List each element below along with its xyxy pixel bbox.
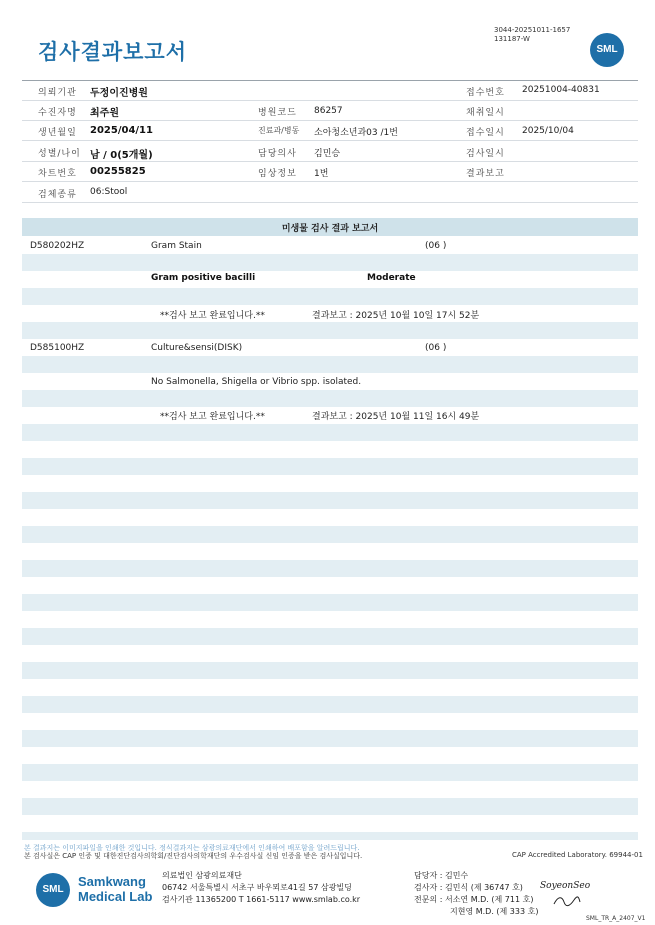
info-divider	[22, 202, 638, 203]
test1-code: D580202HZ	[30, 241, 85, 251]
brand-line2: Medical Lab	[78, 889, 153, 904]
org-address: 06742 서울특별시 서초구 바우뫼로41길 57 삼광빌딩	[162, 883, 352, 892]
hospital-value: 두정이진병원	[90, 88, 148, 99]
results-section-title: 미생물 검사 결과 보고서	[281, 224, 379, 234]
doctor-value: 김민승	[314, 149, 341, 159]
patient-name-label: 수진자명	[38, 108, 77, 118]
row-band	[22, 764, 638, 781]
sex-age-label: 성별/나이	[38, 149, 81, 159]
chart-no-value: 00255825	[90, 166, 146, 177]
brand-line1: Samkwang	[78, 874, 146, 889]
org-contact: 검사기관 11365200 T 1661-5117 www.smlab.co.kr	[162, 895, 361, 904]
report-label: 결과보고	[466, 169, 505, 179]
receipt-no-value: 20251004-40831	[522, 85, 600, 95]
row-band	[22, 798, 638, 815]
document-id-line2: 131187-W	[494, 35, 530, 43]
info-divider	[22, 120, 638, 121]
receipt-date-value: 2025/10/04	[522, 126, 574, 136]
test1-complete-note: **검사 보고 완료입니다.**	[160, 311, 265, 321]
test2-code: D585100HZ	[30, 343, 85, 353]
clinical-info-label: 임상정보	[258, 169, 297, 179]
staff-manager: 담당자 : 김민수	[414, 871, 469, 880]
signature: SoyeonSeo	[540, 881, 591, 891]
row-band	[22, 356, 638, 373]
hospital-code-value: 86257	[314, 106, 343, 116]
staff-specialist2: 지현영 M.D. (제 333 호)	[450, 907, 539, 916]
chart-no-label: 차트번호	[38, 169, 77, 179]
org-name: 의료법인 삼광의료재단	[162, 871, 242, 880]
test-date-label: 검사일시	[466, 149, 505, 159]
dept-value: 소아청소년과03 /1번	[314, 128, 398, 138]
specimen-label: 검체종류	[38, 190, 77, 200]
row-band	[22, 696, 638, 713]
test2-finding: No Salmonella, Shigella or Vibrio spp. isolated.	[151, 377, 362, 387]
sex-age-value: 남 / 0(5개월)	[90, 150, 153, 161]
test1-specimen: (06 )	[425, 241, 447, 251]
row-band	[22, 390, 638, 407]
page-title: 검사결과보고서	[38, 40, 188, 64]
info-divider	[22, 181, 638, 182]
clinical-info-value: 1번	[314, 169, 329, 179]
row-band	[22, 526, 638, 543]
row-band	[22, 254, 638, 271]
row-band	[22, 730, 638, 747]
row-band	[22, 492, 638, 509]
brand-name	[78, 874, 152, 904]
test2-name: Culture&sensi(DISK)	[151, 343, 243, 353]
row-band	[22, 288, 638, 305]
staff-tester: 검사자 : 김민식 (제 36747 호)	[414, 883, 523, 892]
test2-report-time: 결과보고 : 2025년 10월 11일 16시 49분	[312, 412, 480, 422]
row-band	[22, 662, 638, 679]
samkwang-logo: SML	[36, 873, 70, 907]
patient-name-value: 최주원	[90, 108, 119, 119]
birth-label: 생년월일	[38, 128, 77, 138]
receipt-date-label: 접수일시	[466, 128, 505, 138]
test1-grade: Moderate	[367, 273, 416, 283]
test1-finding: Gram positive bacilli	[151, 273, 256, 283]
cap-accreditation: CAP Accredited Laboratory. 69944-01	[512, 851, 643, 859]
row-band	[22, 560, 638, 577]
staff-specialist1: 전문의 : 서소연 M.D. (제 711 호)	[414, 895, 534, 904]
row-band	[22, 424, 638, 441]
row-band	[22, 832, 638, 840]
row-band	[22, 594, 638, 611]
row-band	[22, 322, 638, 339]
doctor-label: 담당의사	[258, 149, 297, 159]
document-id-line1: 3044-20251011-1657	[494, 26, 571, 34]
certification-notice: 본 검사실은 CAP 인증 및 대한진단검사의학회/진단검사의학재단의 우수검사실 신임 인증을 받은 검사실입니다.	[24, 852, 363, 860]
info-divider	[22, 100, 638, 101]
row-band	[22, 458, 638, 475]
document-id	[494, 26, 570, 44]
hospital-label: 의뢰기관	[38, 88, 77, 98]
print-notice: 본 결과지는 이미지파일을 인쇄한 것입니다. 정식결과지는 삼광의료재단에서 인쇄하여 배포함을 알려드립니다.	[24, 844, 360, 852]
collect-date-label: 채취일시	[466, 108, 505, 118]
test2-specimen: (06 )	[425, 343, 447, 353]
specimen-value: 06:Stool	[90, 187, 128, 197]
row-band	[22, 628, 638, 645]
receipt-no-label: 접수번호	[466, 88, 505, 98]
form-code: SML_TR_A_2407_V1	[586, 915, 646, 922]
info-top-divider	[22, 80, 638, 81]
org-info	[162, 870, 360, 906]
info-divider	[22, 140, 638, 141]
info-divider	[22, 161, 638, 162]
test1-name: Gram Stain	[151, 241, 202, 251]
hospital-code-label: 병원코드	[258, 108, 297, 118]
sml-logo: SML	[590, 33, 624, 67]
test1-report-time: 결과보고 : 2025년 10월 10일 17시 52분	[312, 311, 480, 321]
birth-value: 2025/04/11	[90, 125, 153, 136]
signature-scribble	[552, 894, 582, 908]
test2-complete-note: **검사 보고 완료입니다.**	[160, 412, 265, 422]
staff-info	[414, 870, 538, 918]
dept-label: 진료과/병동	[258, 126, 300, 135]
